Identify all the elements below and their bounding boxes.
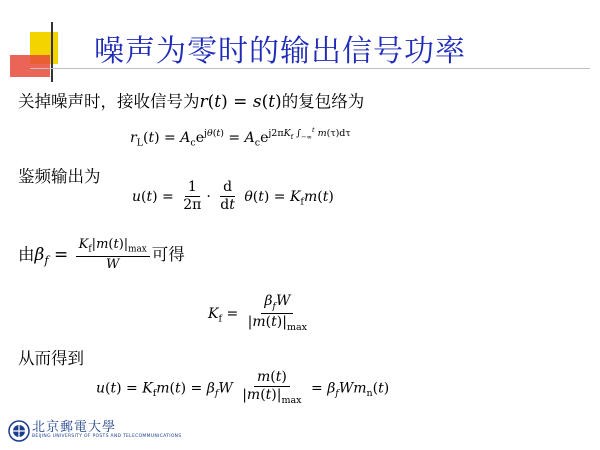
intro-text: 关掉噪声时，接收信号为 [18,92,200,111]
thus-label: 从而得到 [18,349,84,368]
intro-tail: 的复包络为 [281,92,365,111]
page-title: 噪声为零时的输出信号功率 [94,34,466,69]
output-equation: $u(t) = K_fm(t) = \beta_fW$ $\frac{m(t)}{|m(t)|_{max}}$ = $\beta_fWm_n(t)$ [96,369,390,407]
discriminator-equation: u(t) = $\frac{1}{2\pi}$ · $\frac{d}{dt}$ $\theta(t) = K_fm(t)$ [132,179,334,214]
university-logo-icon [8,420,30,442]
corner-vertical-line [51,22,53,82]
envelope-equation: $r_L(t) = A_ce^{j\theta(t)} = A_ce^{j2\pi K_f \int_{-\infty}^t m(\tau)d\tau}$ [130,126,351,149]
discriminator-label: 鉴频输出为 [18,167,101,186]
beta-line: 由$\beta_f$ = $\frac{K_f|m(t)|_{max}}{W}$ 可得 [18,237,185,273]
university-name-english: BEIJING UNIVERSITY OF POSTS AND TELECOMMUNICATIONS [32,434,182,439]
kf-equation: $K_f$ = $\frac{\beta_fW}{|m(t)|_{max}}$ [208,293,308,334]
corner-red-block [10,55,50,77]
intro-line: 关掉噪声时，接收信号为r(t) = s(t)的复包络为 [18,92,365,112]
university-name: 北京郵電大學 [32,420,117,435]
